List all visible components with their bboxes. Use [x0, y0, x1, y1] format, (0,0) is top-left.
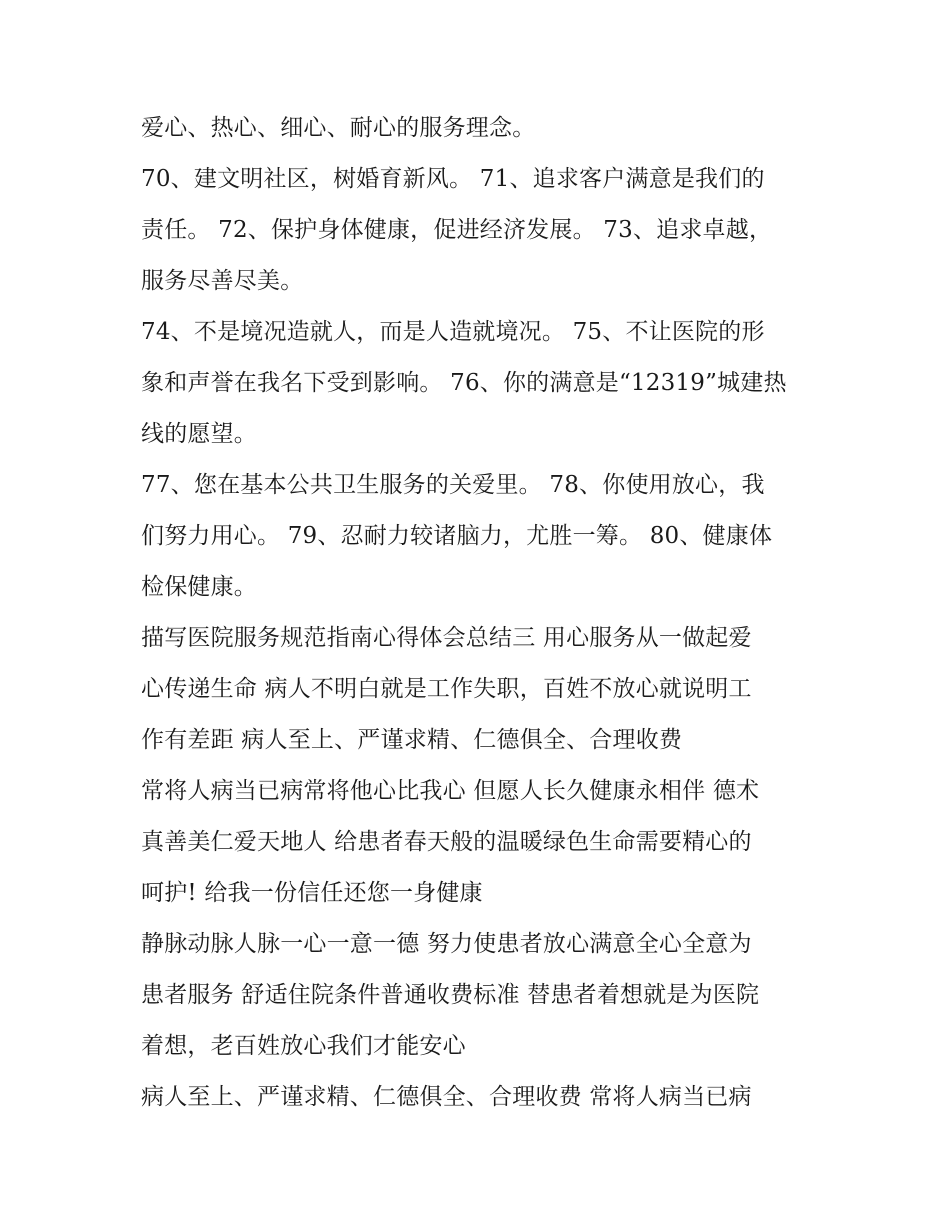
text-line: 线的愿望。	[141, 421, 257, 447]
text-line: 静脉动脉人脉一心一意一德 努力使患者放心满意全心全意为	[141, 931, 752, 957]
text-line: 象和声誉在我名下受到影响。 76、你的满意是“12319”城建热	[141, 370, 787, 396]
text-line: 心传递生命 病人不明白就是工作失职，百姓不放心就说明工	[141, 676, 752, 702]
text-line: 病人至上、严谨求精、仁德俱全、合理收费 常将人病当已病	[141, 1084, 752, 1110]
text-line: 74、不是境况造就人，而是人造就境况。 75、不让医院的形	[141, 319, 765, 345]
text-line: 描写医院服务规范指南心得体会总结三 用心服务从一做起爱	[141, 625, 752, 651]
text-line: 责任。 72、保护身体健康，促进经济发展。 73、追求卓越，	[141, 217, 773, 243]
text-line: 爱心、热心、细心、耐心的服务理念。	[141, 115, 536, 141]
text-line: 服务尽善尽美。	[141, 268, 304, 294]
text-line: 呵护! 给我一份信任还您一身健康	[141, 880, 483, 906]
text-line: 常将人病当已病常将他心比我心 但愿人长久健康永相伴 德术	[141, 778, 760, 804]
text-line: 们努力用心。 79、忍耐力较诸脑力，尤胜一筹。 80、健康体	[141, 523, 773, 549]
text-line: 着想，老百姓放心我们才能安心	[141, 1033, 466, 1059]
text-line: 真善美仁爱天地人 给患者春天般的温暖绿色生命需要精心的	[141, 829, 752, 855]
text-line: 检保健康。	[141, 574, 257, 600]
text-line: 77、您在基本公共卫生服务的关爱里。 78、你使用放心，我	[141, 472, 765, 498]
text-line: 患者服务 舒适住院条件普通收费标准 替患者着想就是为医院	[141, 982, 760, 1008]
text-line: 70、建文明社区，树婚育新风。 71、追求客户满意是我们的	[141, 166, 765, 192]
body-text	[141, 103, 821, 1123]
text-line: 作有差距 病人至上、严谨求精、仁德俱全、合理收费	[141, 727, 683, 753]
